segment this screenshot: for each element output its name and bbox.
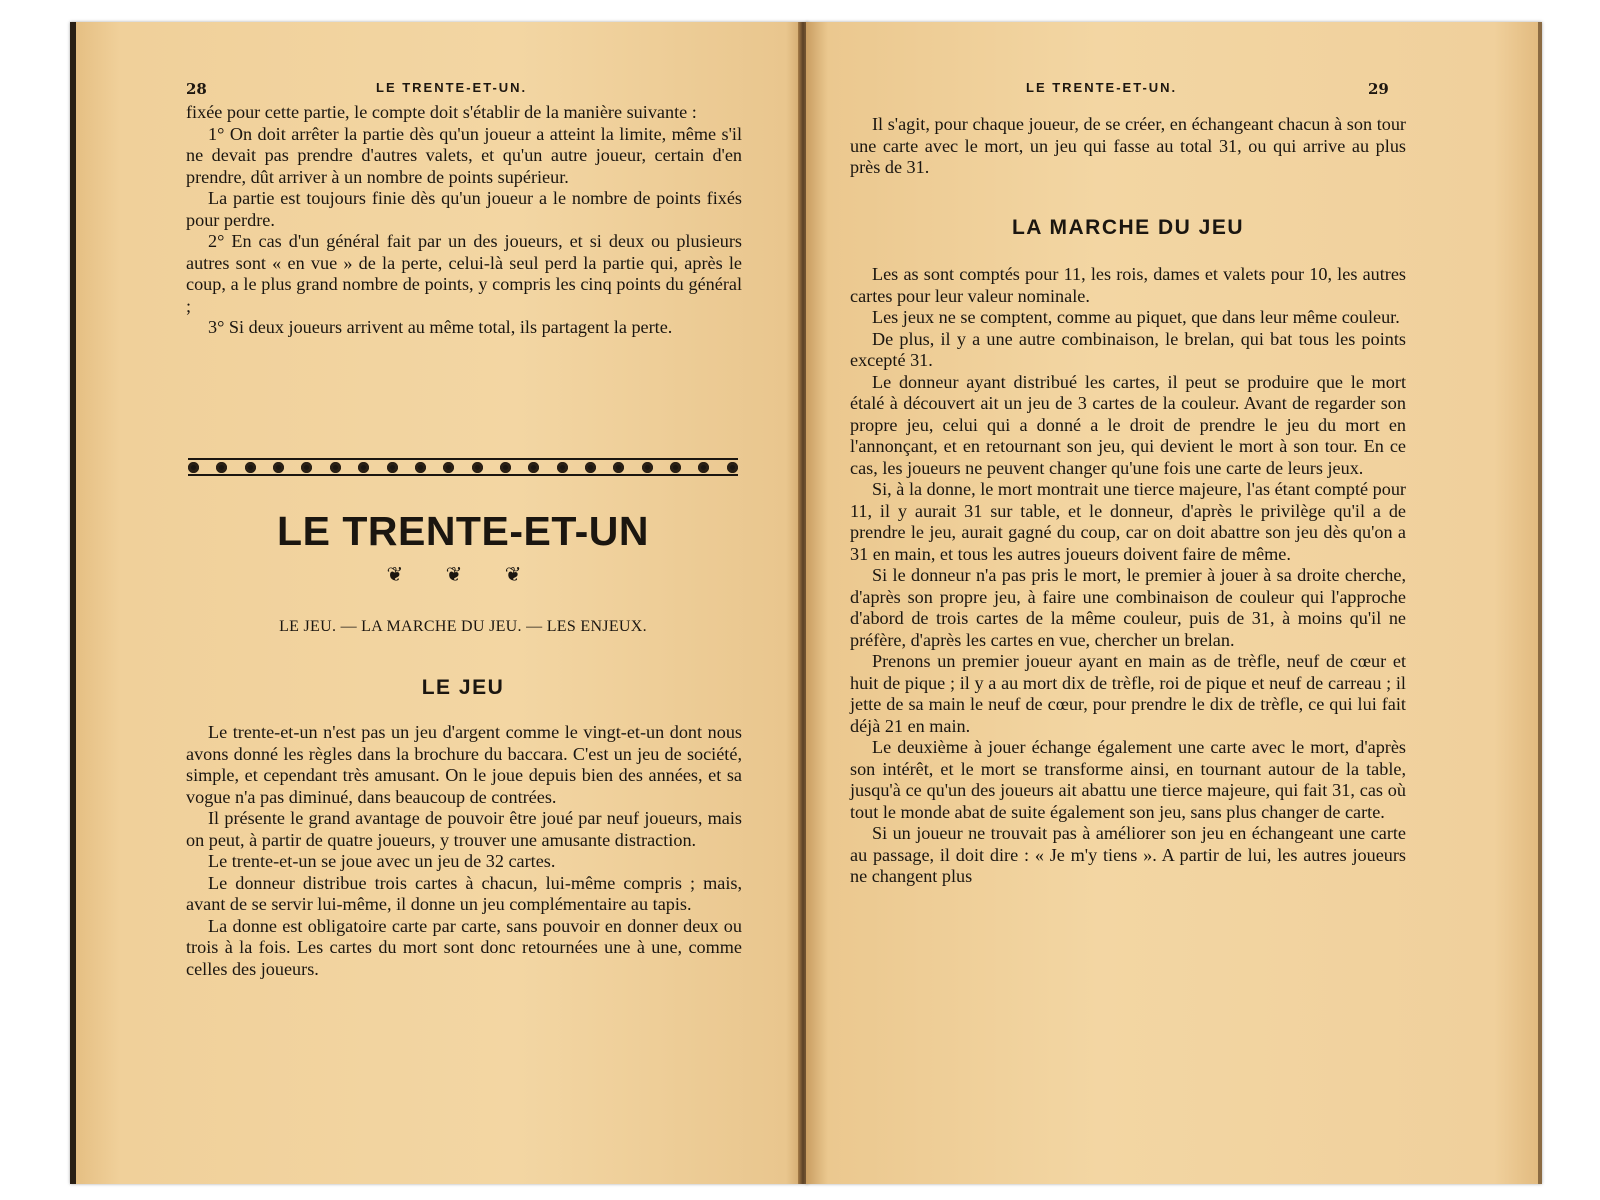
ornament-rule bbox=[188, 458, 738, 476]
paragraph: Les jeux ne se comptent, comme au piquet, que dans leur même couleur. bbox=[872, 307, 1400, 327]
paragraph: Le trente-et-un n'est pas un jeu d'argent comme le vingt-et-un dont nous avons donné les règles dans la brochure du baccara. C'est un jeu de société, simple, et cependant très amusant. On le joue depuis bien des années, et sa vogue n'a pas diminué, dans beaucoup de contrées. bbox=[186, 722, 742, 807]
fleuron-ornament: ❦ ❦ ❦ bbox=[386, 562, 540, 586]
left-top-text bbox=[186, 102, 742, 339]
section-title-le-jeu: LE JEU bbox=[421, 676, 505, 699]
left-page bbox=[70, 22, 808, 1184]
right-page bbox=[806, 22, 1542, 1184]
paragraph: Le deuxième à jouer échange également une carte avec le mort, d'après son intérêt, et le mort se transforme ainsi, en tournant autour de la table, jusqu'à ce qu'un des joueurs ait abattu une tierce majeure, qui fait 31, cas où tout le monde abat de suite également son jeu, sans plus changer de carte. bbox=[850, 737, 1406, 822]
page-number-left: 28 bbox=[186, 80, 207, 98]
paragraph: Prenons un premier joueur ayant en main as de trèfle, neuf de cœur et huit de pique ; il y a au mort dix de trèfle, roi de pique et neuf de carreau ; il jette de sa main le neuf de cœur, pour prendre le dix de trèfle, ce qui lui fait déjà 21 en main. bbox=[850, 651, 1406, 736]
paragraph: La donne est obligatoire carte par carte, sans pouvoir en donner deux ou trois à la fois. Les cartes du mort sont donc retournées une à une, comme celles des joueurs. bbox=[186, 915, 742, 979]
paragraph: 3° Si deux joueurs arrivent au même total, ils partagent la perte. bbox=[208, 317, 673, 337]
paragraph: fixée pour cette partie, le compte doit s'établir de la manière suivante : bbox=[186, 102, 697, 122]
paragraph: Si le donneur n'a pas pris le mort, le premier à jouer à sa droite cherche, d'après son propre jeu, à faire une combinaison de couleur qui l'approche d'abord de trois cartes de la même couleur, puis de 31, à moins qu'il ne préfère, d'après les cartes en vue, chercher un brelan. bbox=[850, 565, 1406, 650]
right-intro-text bbox=[850, 114, 1406, 179]
paragraph: Il s'agit, pour chaque joueur, de se créer, en échangeant chacun à son tour une carte avec le mort, un jeu qui fasse au total 31, ou qui arrive au plus près de 31. bbox=[850, 114, 1406, 177]
paragraph: 1° On doit arrêter la partie dès qu'un joueur a atteint la limite, même s'il ne devait pas prendre d'autres valets, et qu'un autre joueur, certain d'en prendre, dût arriver à un nombre de points supérieur. bbox=[186, 123, 742, 187]
right-section-text bbox=[850, 264, 1406, 888]
left-section-text bbox=[186, 722, 742, 980]
running-head-right: LE TRENTE-ET-UN. bbox=[1026, 80, 1178, 95]
paragraph: Le trente-et-un se joue avec un jeu de 32 cartes. bbox=[208, 851, 556, 871]
paragraph: Le donneur ayant distribué les cartes, il peut se produire que le mort étalé à découvert ait un jeu de 3 cartes de la couleur. Avant de regarder son propre jeu, celui qui a donné a le droit de prendre le jeu du mort en l'annonçant, et en retournant son jeu, qui devient le mort à son tour. En ce cas, les joueurs ne peuvent changer qu'une fois une carte de leurs jeux. bbox=[850, 371, 1406, 478]
chapter-title: LE TRENTE-ET-UN bbox=[277, 508, 649, 554]
page-number-right: 29 bbox=[1368, 80, 1389, 98]
paragraph: Si un joueur ne trouvait pas à améliorer son jeu en échangeant une carte au passage, il doit dire : « Je m'y tiens ». A partir de lui, les autres joueurs ne changent plus bbox=[850, 823, 1406, 886]
section-title-marche-du-jeu: LA MARCHE DU JEU bbox=[1011, 216, 1245, 239]
paragraph: De plus, il y a une autre combinaison, le brelan, qui bat tous les points excepté 31. bbox=[850, 328, 1406, 370]
paragraph: Le donneur distribue trois cartes à chacun, lui-même compris ; mais, avant de se servir lui-même, il donne un jeu complémentaire au tapis. bbox=[186, 872, 742, 914]
paragraph: Si, à la donne, le mort montrait une tierce majeure, l'as étant compté pour 11, il y aurait 31 sur table, et le donneur, d'après le privilège qu'il a de prendre le jeu, aurait gagné du coup, car on doit abattre son jeu dès qu'on a 31 en main, et tous les autres joueurs doivent faire de même. bbox=[850, 479, 1406, 564]
paragraph: Il présente le grand avantage de pouvoir être joué par neuf joueurs, mais on peut, à partir de quatre joueurs, y trouver une amusante distraction. bbox=[186, 808, 742, 850]
running-head-left: LE TRENTE-ET-UN. bbox=[376, 80, 528, 95]
chapter-subtitle: LE JEU. — LA MARCHE DU JEU. — LES ENJEUX. bbox=[279, 618, 647, 635]
book-spread bbox=[70, 22, 1538, 1184]
paragraph: 2° En cas d'un général fait par un des joueurs, et si deux ou plusieurs autres sont « en vue » de la perte, celui-là seul perd la partie qui, après le coup, a le plus grand nombre de points, y compris les cinq points du général ; bbox=[186, 231, 742, 316]
paragraph: La partie est toujours finie dès qu'un joueur a le nombre de points fixés pour perdre. bbox=[186, 188, 742, 230]
paragraph: Les as sont comptés pour 11, les rois, dames et valets pour 10, les autres cartes pour leur valeur nominale. bbox=[850, 264, 1406, 306]
